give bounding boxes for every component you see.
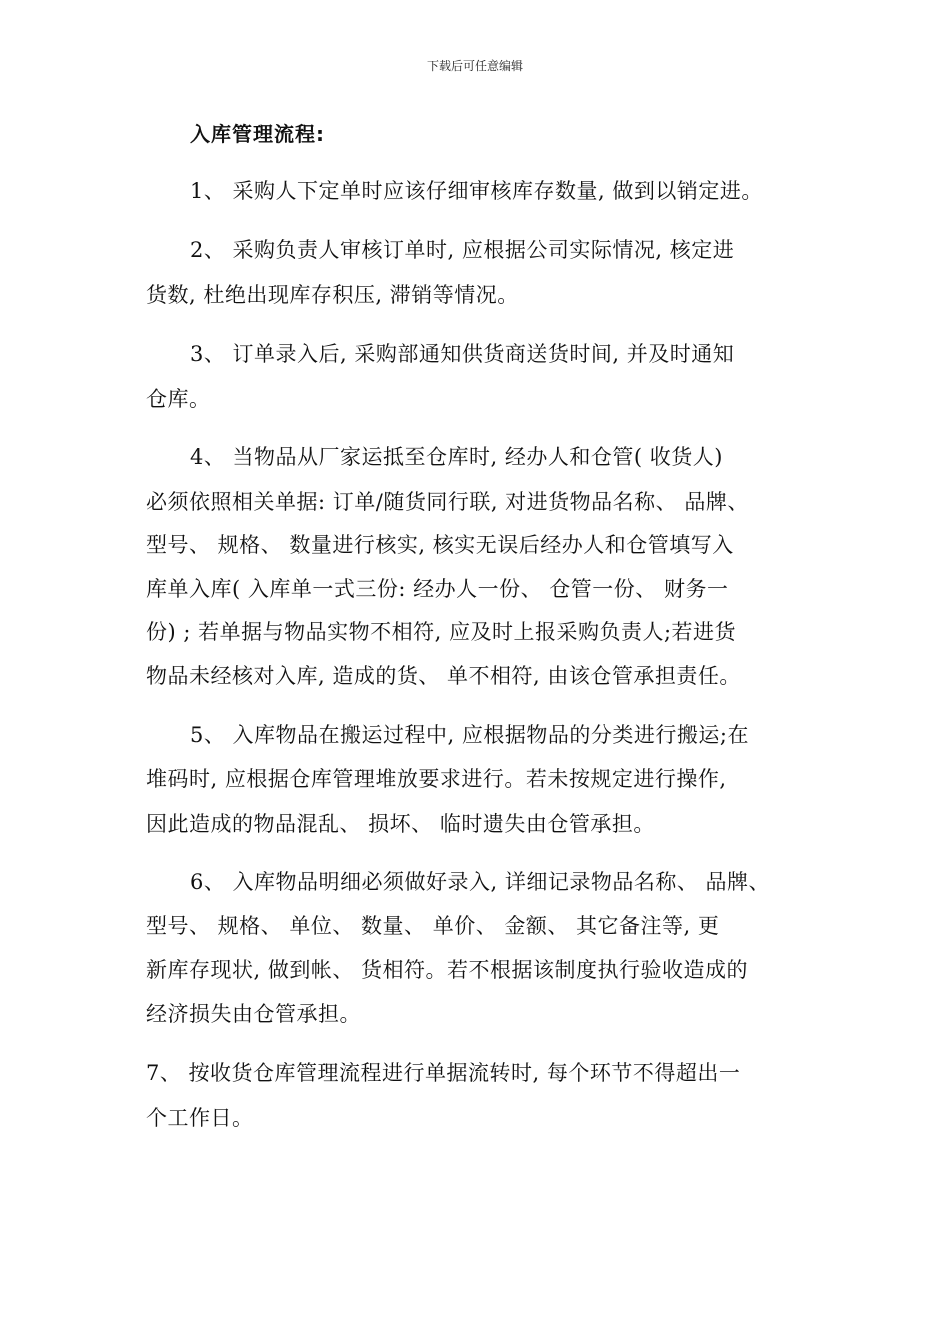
text-line: 份) ; 若单据与物品实物不相符, 应及时上报采购负责人;若进货 — [146, 620, 737, 644]
text-line: 7、 按收货仓库管理流程进行单据流转时, 每个环节不得超出一 — [146, 1061, 741, 1085]
text-line: 2、 采购负责人审核订单时, 应根据公司实际情况, 核定进 — [190, 238, 735, 262]
text-line: 仓库。 — [146, 387, 211, 411]
text-line: 3、 订单录入后, 采购部通知供货商送货时间, 并及时通知 — [190, 342, 735, 366]
text-line: 型号、 规格、 数量进行核实, 核实无误后经办人和仓管填写入 — [146, 533, 734, 557]
text-line: 库单入库( 入库单一式三份: 经办人一份、 仓管一份、 财务一 — [146, 577, 729, 601]
text-line: 经济损失由仓管承担。 — [146, 1002, 361, 1026]
text-line: 1、 采购人下定单时应该仔细审核库存数量, 做到以销定进。 — [190, 179, 763, 203]
document-title: 入库管理流程: — [190, 122, 325, 146]
text-line: 个工作日。 — [146, 1106, 254, 1130]
text-line: 必须依照相关单据: 订单/随货同行联, 对进货物品名称、 品牌、 — [146, 490, 749, 514]
text-line: 堆码时, 应根据仓库管理堆放要求进行。若未按规定进行操作, — [146, 767, 727, 791]
text-line: 型号、 规格、 单位、 数量、 单价、 金额、 其它备注等, 更 — [146, 914, 720, 938]
text-line: 因此造成的物品混乱、 损坏、 临时遗失由仓管承担。 — [146, 812, 655, 836]
text-line: 新库存现状, 做到帐、 货相符。若不根据该制度执行验收造成的 — [146, 958, 749, 982]
text-line: 货数, 杜绝出现库存积压, 滞销等情况。 — [146, 283, 519, 307]
text-line: 4、 当物品从厂家运抵至仓库时, 经办人和仓管( 收货人) — [190, 445, 723, 469]
text-line: 物品未经核对入库, 造成的货、 单不相符, 由该仓管承担责任。 — [146, 664, 741, 688]
text-line: 5、 入库物品在搬运过程中, 应根据物品的分类进行搬运;在 — [190, 723, 749, 747]
text-line: 6、 入库物品明细必须做好录入, 详细记录物品名称、 品牌、 — [190, 870, 771, 894]
page-header-note: 下载后可任意编辑 — [426, 59, 523, 73]
